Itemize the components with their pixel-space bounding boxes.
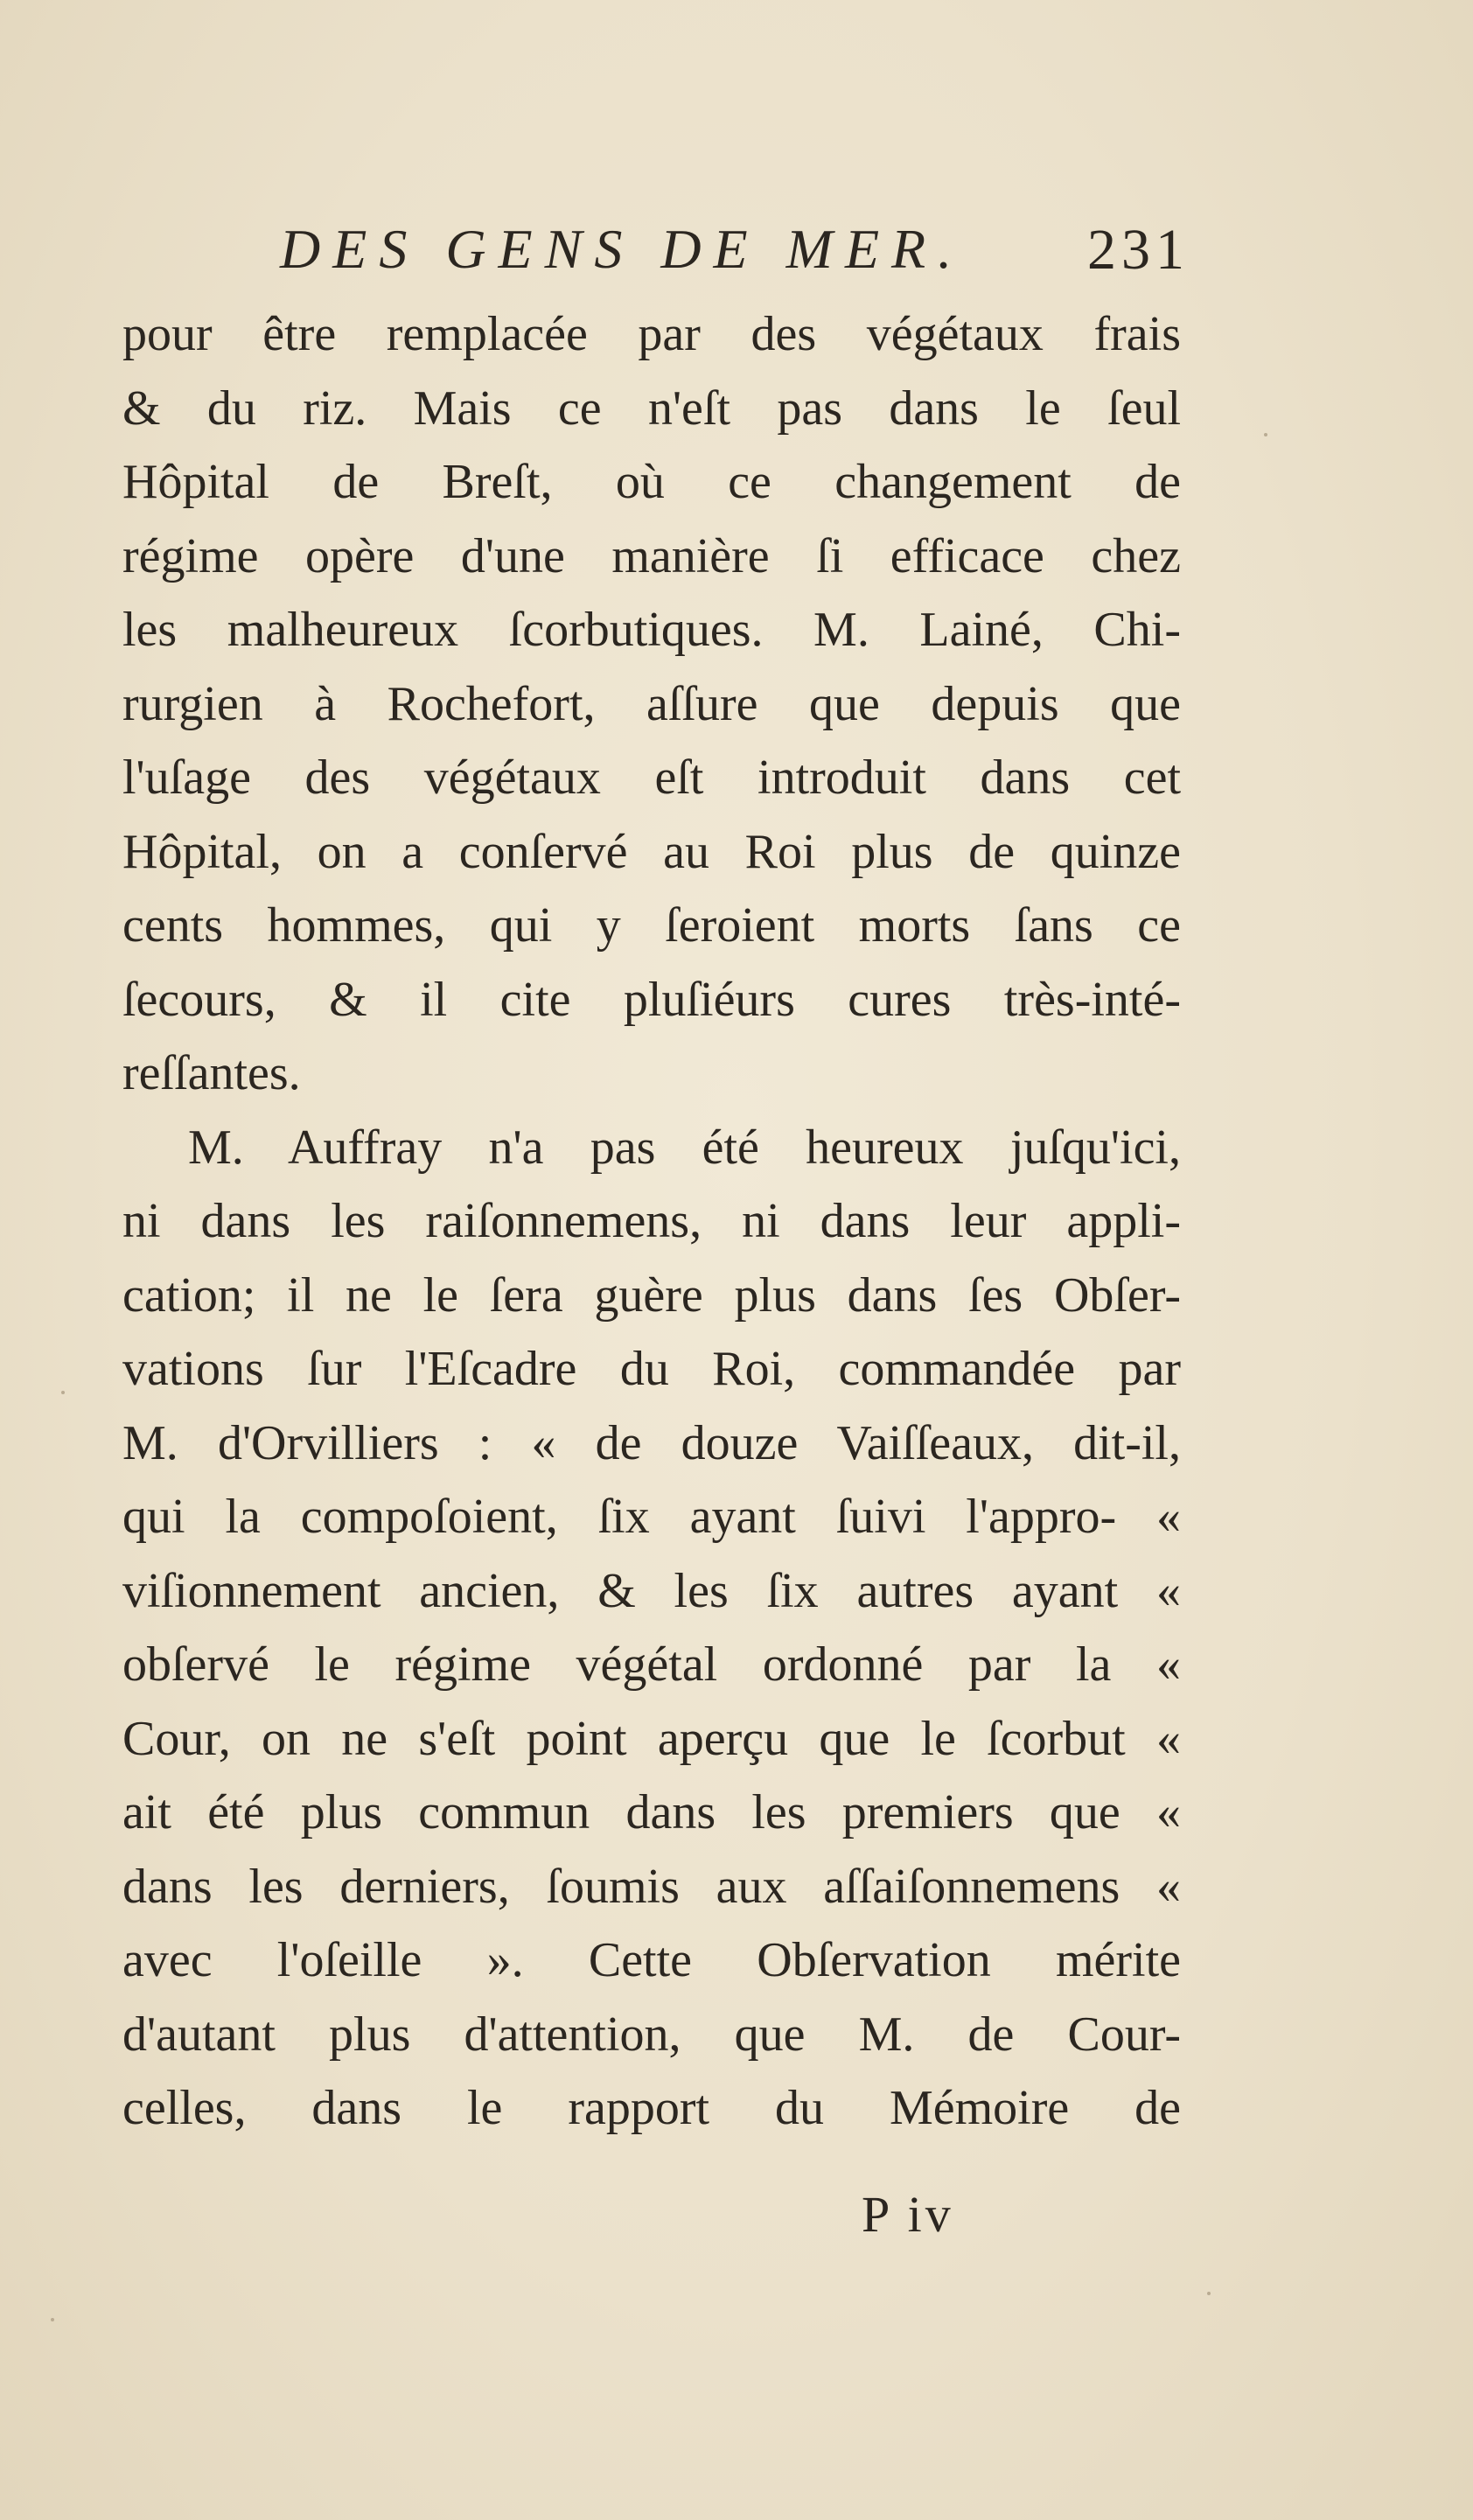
text-line: régime opère d'une manière ſi efficace chez (122, 528, 1181, 583)
text-line: avec l'oſeille ». Cette Obſervation mérite (122, 1933, 1181, 1987)
text-line: rurgien à Rochefort, aſſure que depuis que (122, 676, 1181, 731)
running-head (280, 208, 1190, 287)
paragraph-end-line: reſſantes. (122, 1046, 301, 1100)
text-line: ait été plus commun dans les premiers que « (122, 1785, 1181, 1839)
text-line: l'uſage des végétaux eſt introduit dans cet (122, 750, 1181, 805)
text-line: celles, dans le rapport du Mémoire de (122, 2081, 1181, 2135)
text-line: viſionnement ancien, & les ſix autres ayant « (122, 1563, 1181, 1618)
text-line: & du riz. Mais ce n'eſt pas dans le ſeul (122, 380, 1181, 436)
paper-speck (61, 1391, 65, 1394)
text-line: les malheureux ſcorbutiques. M. Lainé, Chi- (122, 603, 1181, 657)
text-line: ſecours, & il cite pluſiéurs cures très-inté- (122, 972, 1181, 1027)
text-line: M. d'Orvilliers : « de douze Vaiſſeaux, dit-il, (122, 1415, 1181, 1470)
text-line: qui la compoſoient, ſix ayant ſuivi l'appro- « (122, 1490, 1181, 1544)
paper-speck (1264, 433, 1267, 436)
paper-speck (1207, 2292, 1211, 2295)
paragraph-start-line: M. Auffray n'a pas été heureux juſqu'ici, (188, 1120, 1181, 1175)
body-text (122, 297, 1181, 2146)
text-line: d'autant plus d'attention, que M. de Cour- (122, 2007, 1181, 2062)
page-number: 231 (1087, 218, 1190, 282)
text-line: Hôpital de Breſt, où ce changement de (122, 455, 1181, 509)
text-line: Cour, on ne s'eſt point aperçu que le ſcorbut « (122, 1711, 1181, 1766)
text-line: cents hommes, qui y ſeroient morts ſans ce (122, 898, 1181, 953)
text-line: cation; il ne le ſera guère plus dans ſes Obſer- (122, 1267, 1181, 1323)
signature-mark: P iv (862, 2186, 954, 2243)
paper-speck (51, 2318, 54, 2321)
text-line: vations ſur l'Eſcadre du Roi, commandée par (122, 1342, 1181, 1396)
running-title: DES GENS DE MER. (280, 218, 965, 280)
text-line: dans les derniers, ſoumis aux aſſaiſonnemens « (122, 1859, 1181, 1914)
text-line: ni dans les raiſonnemens, ni dans leur appli- (122, 1194, 1181, 1248)
text-line: obſervé le régime végétal ordonné par la « (122, 1637, 1181, 1692)
text-line: Hôpital, on a conſervé au Roi plus de quinze (122, 824, 1181, 879)
text-line: pour être remplacée par des végétaux frais (122, 307, 1181, 361)
